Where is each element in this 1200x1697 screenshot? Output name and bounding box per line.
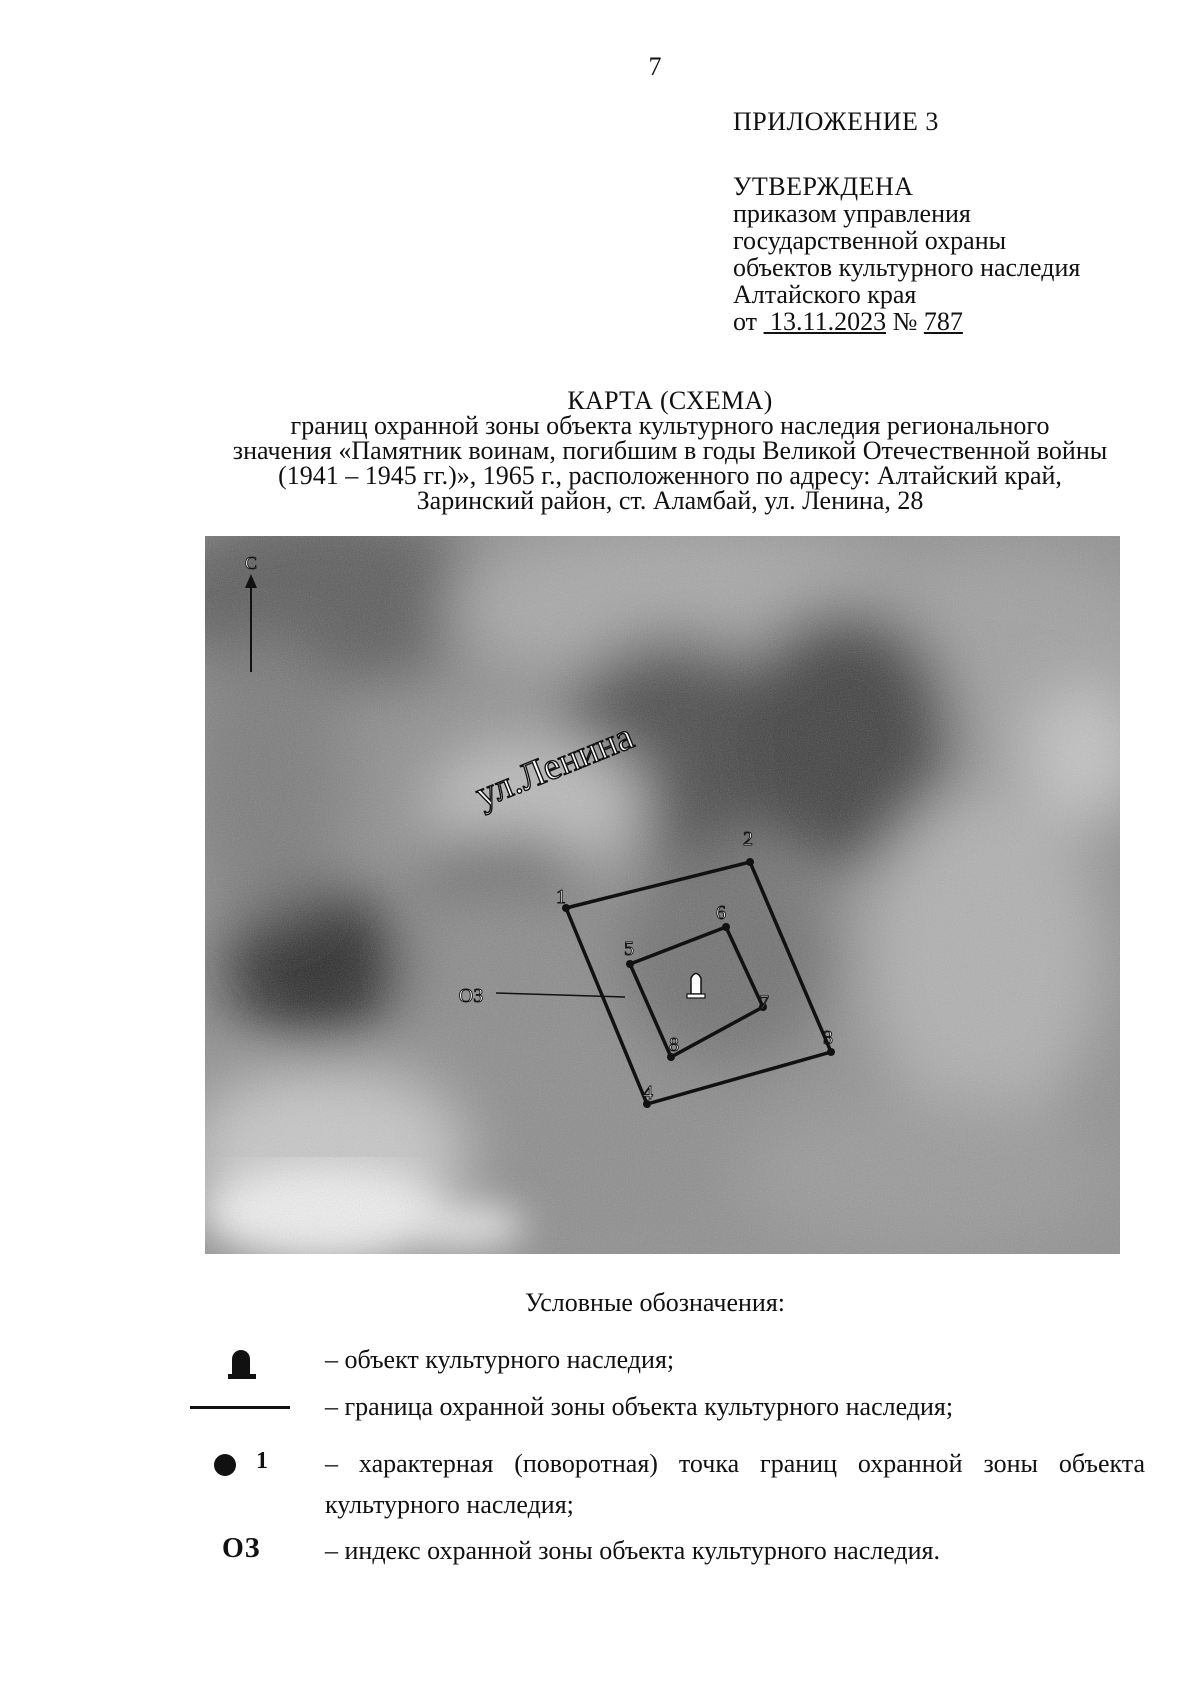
approved-line-3: объектов культурного наследия: [733, 253, 1081, 282]
heading-title: КАРТА (СХЕМА): [567, 386, 773, 415]
point-1-label: 1: [556, 886, 566, 908]
north-label: С: [244, 553, 258, 573]
legend-point-text-line1: – характерная (поворотная) точка границ охранной зоны объекта: [325, 1449, 1145, 1478]
point-7-label: 7: [759, 992, 769, 1014]
oz-symbol: ОЗ: [222, 1533, 261, 1564]
point-number-symbol: 1: [256, 1448, 268, 1474]
legend-oz-text: – индекс охранной зоны объекта культурного наследия.: [325, 1536, 941, 1565]
heading-line-1: границ охранной зоны объекта культурного наследия регионального: [290, 411, 1050, 440]
map-heading: [0, 388, 1200, 513]
date-prefix: от: [733, 307, 758, 336]
number-sign: №: [892, 307, 918, 336]
order-date-line: [733, 308, 1080, 335]
legend-boundary-text: – граница охранной зоны объекта культурного наследия;: [325, 1392, 954, 1421]
point-8-label: 8: [669, 1034, 679, 1056]
point-3-marker: [827, 1048, 835, 1056]
legend-point-text-line2: культурного наследия;: [325, 1490, 574, 1519]
legend-title: Условные обозначения:: [524, 1288, 786, 1317]
street-label: ул.Ленина: [469, 715, 640, 817]
page-number: 7: [648, 52, 662, 81]
approved-line-4: Алтайского края: [733, 280, 917, 309]
point-6-marker: [722, 923, 730, 931]
point-5-marker: [626, 960, 634, 968]
approved-line-1: приказом управления: [733, 199, 971, 228]
point-2-marker: [746, 858, 754, 866]
point-6-label: 6: [716, 902, 726, 924]
appendix-block: [733, 108, 1080, 335]
order-number: 787: [923, 307, 963, 336]
point-5-label: 5: [624, 938, 634, 960]
order-date: 13.11.2023: [770, 307, 887, 336]
approved-label: УТВЕРЖДЕНА: [733, 172, 914, 201]
zone-index-label: ОЗ: [458, 985, 484, 1007]
approved-line-2: государственной охраны: [733, 226, 1007, 255]
heading-line-3: (1941 – 1945 гг.)», 1965 г., расположенного по адресу: Алтайский край,: [278, 461, 1062, 490]
boundary-line-symbol: [190, 1406, 290, 1409]
photo-grain: [205, 536, 1120, 1254]
point-4-label: 4: [643, 1082, 653, 1104]
point-3-label: 3: [823, 1027, 833, 1049]
legend-monument-text: – объект культурного наследия;: [325, 1345, 675, 1374]
aerial-map: [205, 536, 1120, 1254]
monument-icon: [228, 1350, 256, 1380]
appendix-title: ПРИЛОЖЕНИЕ 3: [733, 107, 939, 136]
point-dot-symbol: [214, 1454, 236, 1476]
heading-line-2: значения «Памятник воинам, погибшим в годы Великой Отечественной войны: [232, 436, 1108, 465]
point-2-label: 2: [743, 828, 753, 850]
heading-line-4: Заринский район, ст. Аламбай, ул. Ленина, 28: [416, 486, 924, 515]
